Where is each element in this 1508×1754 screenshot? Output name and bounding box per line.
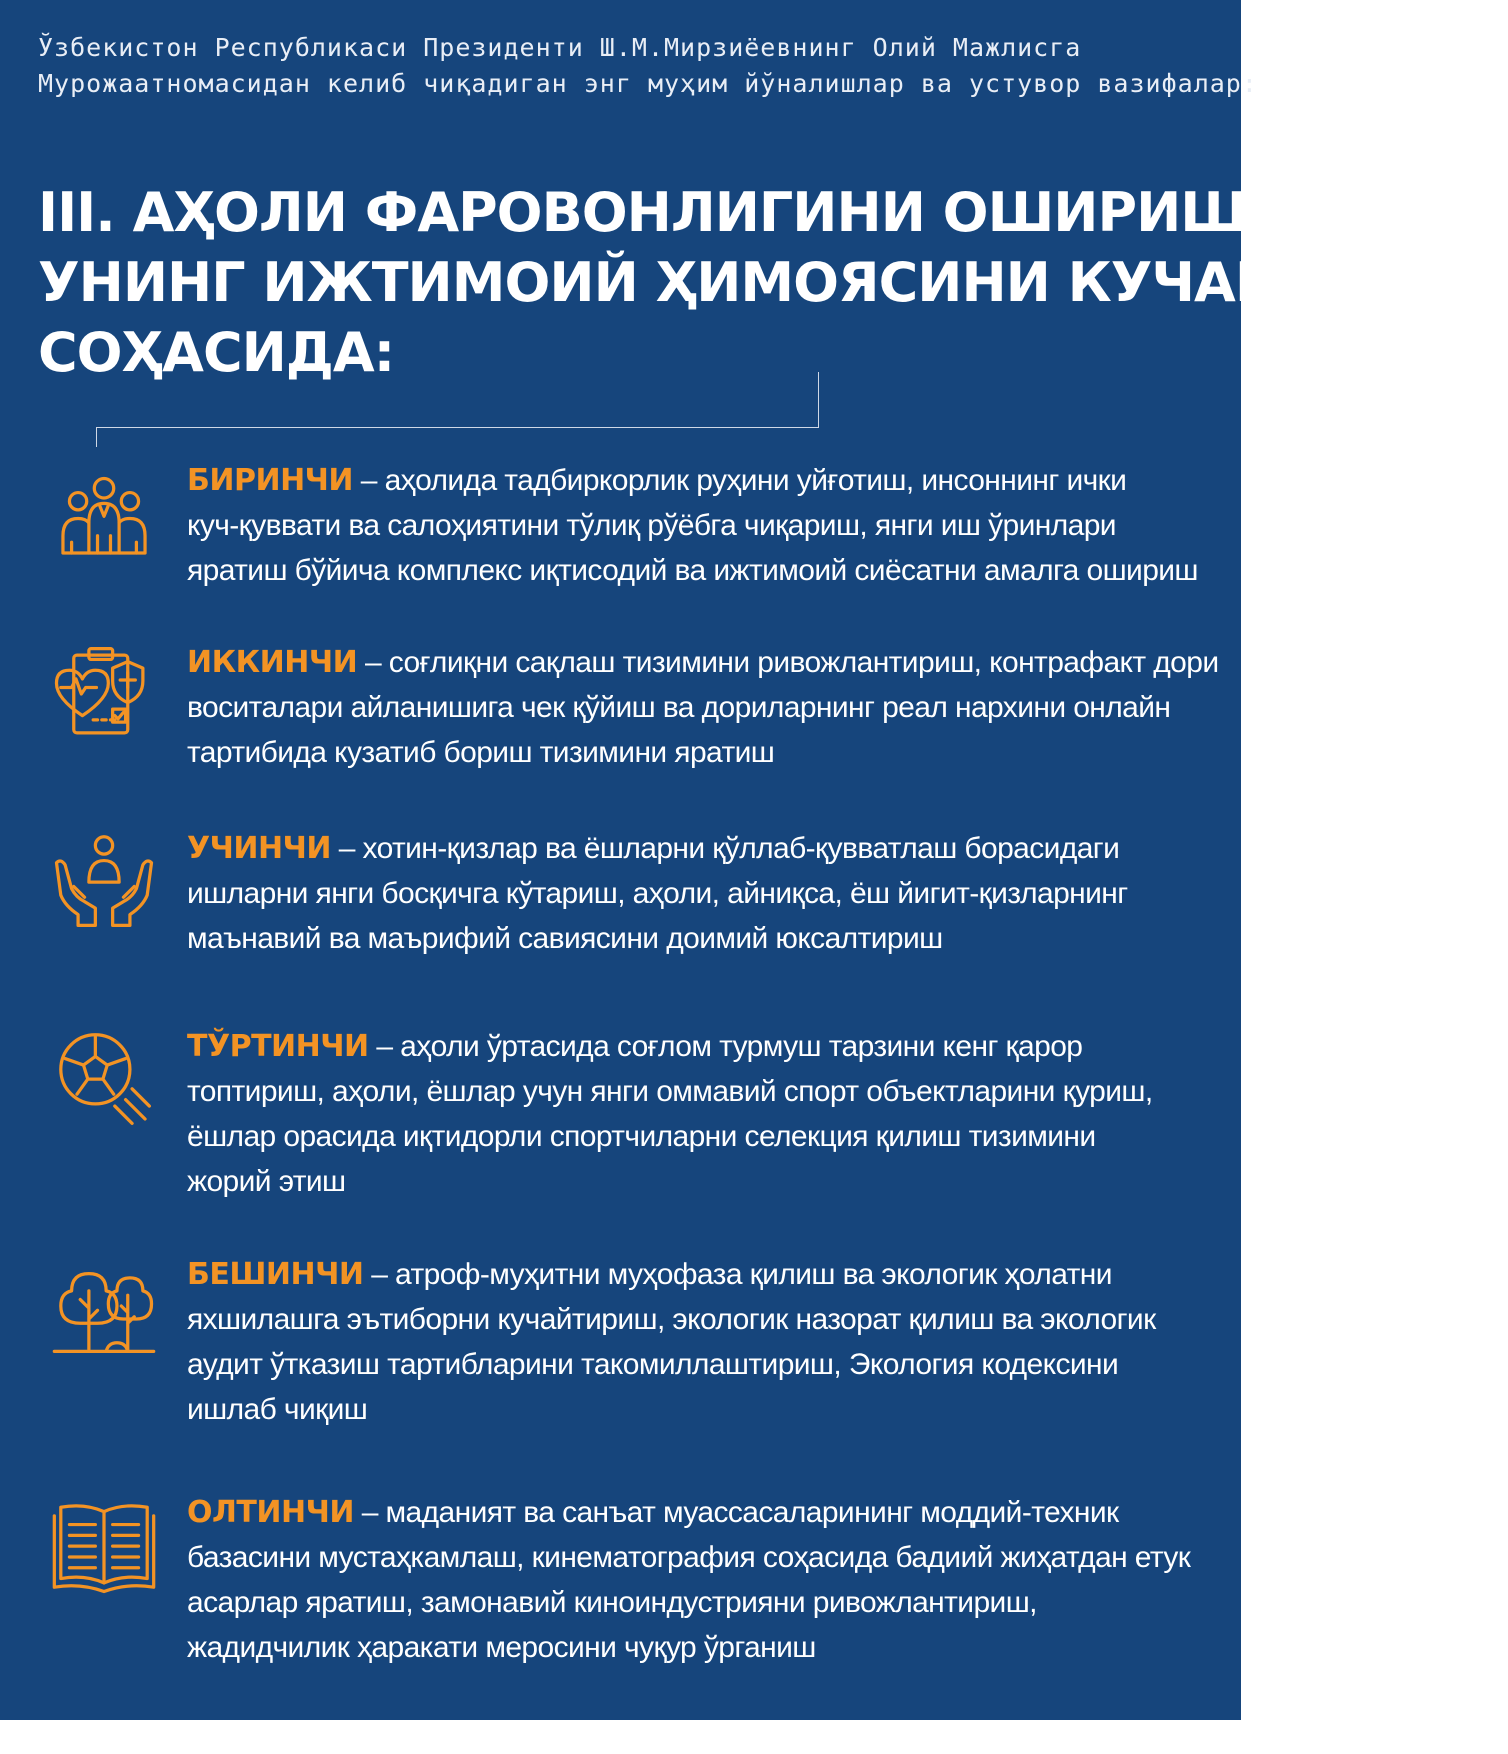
priority-item-5-text: БЕШИНЧИ – атроф-муҳитни муҳофаза қилиш ва экологик ҳолатни яхшилашга эътиборни кучайтириш, экологик назорат қилиш ва экологик аудит ўтказиш тартибларини такомиллаштириш, Экология кодексини ишлаб чиқиш bbox=[187, 1257, 1156, 1426]
priority-item-5-label: БЕШИНЧИ bbox=[187, 1257, 364, 1292]
priority-item-6-text: ОЛТИНЧИ – маданият ва санъат муассасаларининг моддий-техник базасини мустаҳкамлаш, кинематография соҳасида бадиий жиҳатдан етук асарлар яратиш, замонавий киноиндустрияни ривожлантириш, жадидчилик ҳаракати меросини чуқур ўрганиш bbox=[187, 1495, 1191, 1664]
section-title-line-1: III. АҲОЛИ ФАРОВОНЛИГИНИ ОШИРИШ ВА bbox=[38, 181, 1345, 244]
priority-item-1-text: БИРИНЧИ – аҳолида тадбиркорлик руҳини уйғотиш, инсоннинг ички куч-қуввати ва салоҳиятини тўлиқ рўёбга чиқариш, янги иш ўринлари яратиш бўйича комплекс иқтисодий ва ижтимоий сиёсатни амалга ошириш bbox=[187, 463, 1198, 587]
priority-item-6-label: ОЛТИНЧИ bbox=[187, 1495, 354, 1530]
healthcare-shield-icon bbox=[50, 640, 158, 748]
priority-item-3-label: УЧИНЧИ bbox=[187, 831, 331, 866]
priority-item-2-label: ИККИНЧИ bbox=[187, 645, 358, 680]
connector-line-drop bbox=[96, 427, 97, 447]
subtitle bbox=[38, 30, 1258, 102]
connector-line-horizontal bbox=[96, 427, 819, 428]
section-title-line-3: СОҲАСИДА: bbox=[38, 321, 395, 384]
priority-item-4-label: ТЎРТИНЧИ bbox=[187, 1029, 369, 1064]
soccer-ball-icon bbox=[50, 1024, 158, 1132]
subtitle-line-1: Ўзбекистон Республикаси Президенти Ш.М.Мирзиёевнинг Олий Мажлисга bbox=[38, 33, 1082, 62]
priority-item-4-text: ТЎРТИНЧИ – аҳоли ўртасида соғлом турмуш тарзини кенг қарор топтириш, аҳоли, ёшлар учун янги оммавий спорт объектларини қуриш, ёшлар орасида иқтидорли спортчиларни селекция қилиш тизимини жорий этиш bbox=[187, 1029, 1153, 1198]
section-title bbox=[38, 178, 1508, 388]
open-book-icon bbox=[50, 1490, 158, 1598]
priority-item-3-text: УЧИНЧИ – хотин-қизлар ва ёшларни қўллаб-қувватлаш борасидаги ишларни янги босқичга кўтариш, аҳоли, айниқса, ёш йигит-қизларнинг маънавий ва маърифий савиясини доимий юксалтириш bbox=[187, 831, 1128, 955]
section-title-line-2: УНИНГ ИЖТИМОИЙ ҲИМОЯСИНИ КУЧАЙТИРИШ bbox=[38, 251, 1508, 314]
priority-item-1-label: БИРИНЧИ bbox=[187, 463, 354, 498]
team-people-icon bbox=[50, 458, 158, 566]
priority-item-2-text: ИККИНЧИ – соғлиқни сақлаш тизимини ривожлантириш, контрафакт дори воситалари айланишига чек қўйиш ва дориларнинг реал нархини онлайн тартибида кузатиб бориш тизимини яратиш bbox=[187, 645, 1219, 769]
trees-icon bbox=[50, 1252, 158, 1360]
hands-care-person-icon bbox=[50, 826, 158, 934]
subtitle-line-2: Мурожаатномасидан келиб чиқадиган энг муҳим йўналишлар ва устувор вазифалар: bbox=[38, 69, 1258, 98]
connector-line-vertical bbox=[818, 372, 819, 428]
